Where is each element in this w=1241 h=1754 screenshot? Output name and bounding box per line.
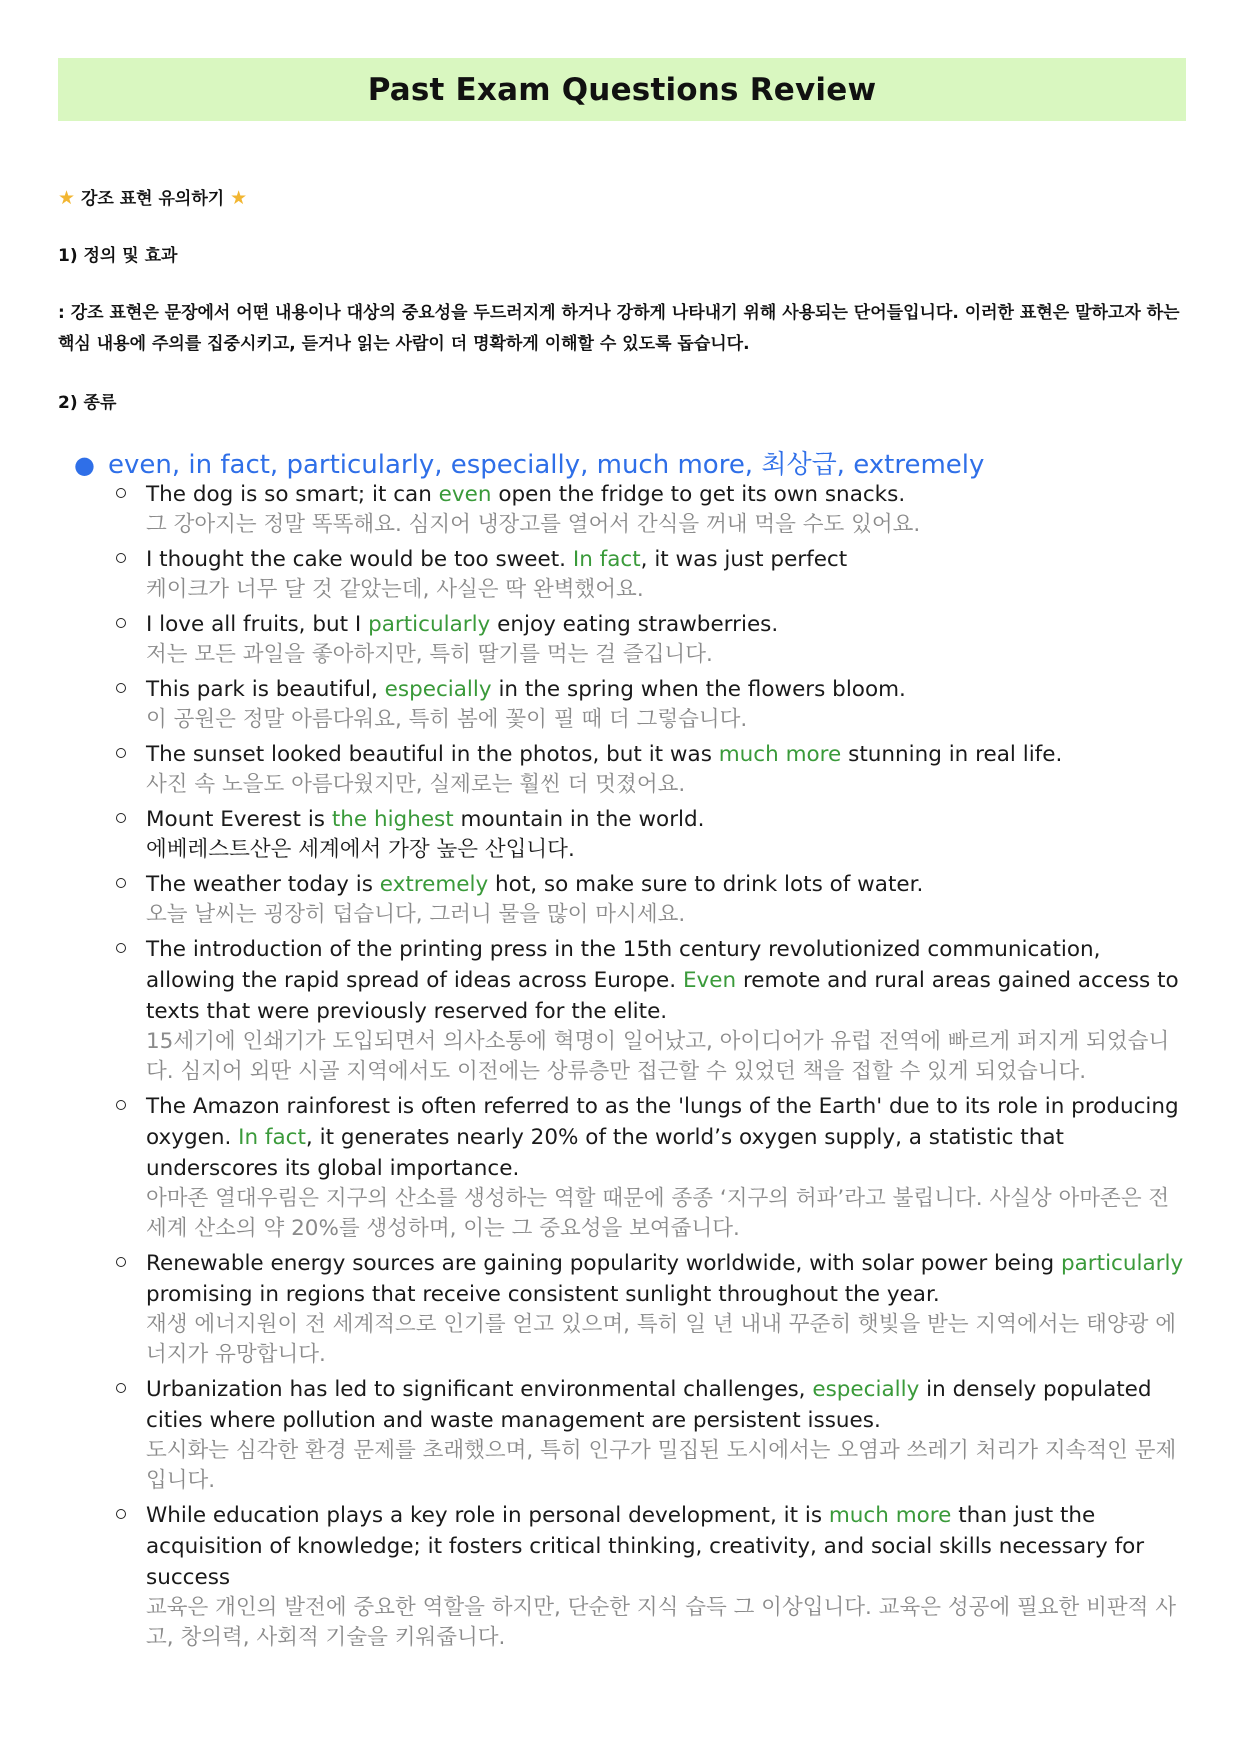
definition-text: : 강조 표현은 문장에서 어떤 내용이나 대상의 중요성을 두드러지게 하거나 강하게 나타내기 위해 사용되는 단어들입니다. 이러한 표현은 말하고자 하는 핵심 내용에 주의를 집중시키고, 듣거나 읽는 사람이 더 명확하게 이해할 수 있도록 돕습니다. xyxy=(58,303,1180,354)
korean-translation: 아마존 열대우림은 지구의 산소를 생성하는 역할 때문에 종종 ‘지구의 허파’라고 불립니다. 사실상 아마존은 전 세계 산소의 약 20%를 생성하며, 이는 그 중요성을 보여줍니다. xyxy=(146,1186,1170,1241)
highlighted-expression: much more xyxy=(718,742,842,767)
circle-bullet-icon xyxy=(116,618,126,628)
example-item xyxy=(112,739,1192,800)
highlighted-expression: particularly xyxy=(1060,1251,1184,1276)
example-sentence xyxy=(146,544,1192,575)
sentence-after: in the spring when the flowers bloom. xyxy=(491,677,906,702)
example-sentence xyxy=(146,869,1192,900)
korean-translation: 이 공원은 정말 아름다워요, 특히 봄에 꽃이 필 때 더 그렇습니다. xyxy=(146,707,748,732)
highlighted-expression: much more xyxy=(828,1503,952,1528)
circle-bullet-icon xyxy=(116,748,126,758)
highlighted-expression: especially xyxy=(384,677,492,702)
example-sentence xyxy=(146,609,1192,640)
highlighted-expression: extremely xyxy=(379,872,489,897)
korean-translation: 에베레스트산은 세계에서 가장 높은 산입니다. xyxy=(146,837,575,862)
keywords-bullet xyxy=(74,444,984,481)
sentence-after: stunning in real life. xyxy=(841,742,1063,767)
example-sentence xyxy=(146,1374,1192,1436)
example-item xyxy=(112,1374,1192,1496)
example-sentence xyxy=(146,479,1192,510)
sentence-after: enjoy eating strawberries. xyxy=(490,612,779,637)
sentence-before: The sunset looked beautiful in the photos, but it was xyxy=(146,742,719,767)
sentence-before: The Amazon rainforest is often referred to as the 'lungs of the Earth' due to its role in producing oxygen. xyxy=(146,1094,1179,1150)
circle-bullet-icon xyxy=(116,553,126,563)
page-title: Past Exam Questions Review xyxy=(367,71,877,108)
sentence-after: , it generates nearly 20% of the world’s oxygen supply, a statistic that underscores its global importance. xyxy=(146,1125,1064,1181)
korean-translation: 저는 모든 과일을 좋아하지만, 특히 딸기를 먹는 걸 즐깁니다. xyxy=(146,642,713,667)
highlighted-expression: In fact xyxy=(238,1125,306,1150)
sentence-before: Urbanization has led to significant environmental challenges, xyxy=(146,1377,813,1402)
example-item xyxy=(112,804,1192,865)
sentence-before: The dog is so smart; it can xyxy=(146,482,439,507)
circle-bullet-icon xyxy=(116,683,126,693)
sentence-after: remote and rural areas gained access to texts that were previously reserved for the elite. xyxy=(146,968,1179,1024)
example-item xyxy=(112,479,1192,540)
star-icon: ★ xyxy=(230,187,248,209)
sentence-before: While education plays a key role in personal development, it is xyxy=(146,1503,829,1528)
sentence-after: , it was just perfect xyxy=(640,547,848,572)
example-item xyxy=(112,1091,1192,1244)
korean-translation: 사진 속 노을도 아름다웠지만, 실제로는 훨씬 더 멋졌어요. xyxy=(146,772,686,797)
sentence-before: The weather today is xyxy=(146,872,380,897)
highlighted-expression: In fact xyxy=(572,547,641,572)
sentence-after: in densely populated cities where pollution and waste management are persistent issues. xyxy=(146,1377,1152,1433)
section-title xyxy=(58,184,247,209)
sentence-before: The introduction of the printing press in the 15th century revolutionized communication, allowing the rapid spread of ideas across Europe. xyxy=(146,937,1101,993)
definition-heading: 1) 정의 및 효과 xyxy=(58,246,178,266)
sentence-after: promising in regions that receive consistent sunlight throughout the year. xyxy=(146,1282,940,1307)
sentence-before: I love all fruits, but I xyxy=(146,612,369,637)
circle-bullet-icon xyxy=(116,1100,126,1110)
korean-translation: 도시화는 심각한 환경 문제를 초래했으며, 특히 인구가 밀집된 도시에서는 오염과 쓰레기 처리가 지속적인 문제입니다. xyxy=(146,1438,1177,1493)
highlighted-expression: particularly xyxy=(368,612,491,637)
circle-bullet-icon xyxy=(116,878,126,888)
star-icon: ★ xyxy=(58,187,76,209)
highlighted-expression: even xyxy=(438,482,492,507)
highlighted-expression: the highest xyxy=(331,807,454,832)
sentence-before: Renewable energy sources are gaining popularity worldwide, with solar power being xyxy=(146,1251,1061,1276)
example-item xyxy=(112,934,1192,1087)
sentence-before: I thought the cake would be too sweet. xyxy=(146,547,573,572)
example-item xyxy=(112,1248,1192,1370)
example-item xyxy=(112,674,1192,735)
sentence-after: open the fridge to get its own snacks. xyxy=(491,482,906,507)
circle-bullet-icon xyxy=(116,1509,126,1519)
circle-bullet-icon xyxy=(116,1257,126,1267)
example-item xyxy=(112,609,1192,670)
highlighted-expression: Even xyxy=(682,968,737,993)
example-item xyxy=(112,544,1192,605)
sentence-after: than just the acquisition of knowledge; it fosters critical thinking, creativity, and social skills necessary for success xyxy=(146,1503,1145,1590)
circle-bullet-icon xyxy=(116,1383,126,1393)
example-sentence xyxy=(146,1500,1192,1593)
korean-translation: 오늘 날씨는 굉장히 덥습니다, 그러니 물을 많이 마시세요. xyxy=(146,902,686,927)
example-sentence xyxy=(146,934,1192,1027)
example-item xyxy=(112,869,1192,930)
korean-translation: 케이크가 너무 달 것 같았는데, 사실은 딱 완벽했어요. xyxy=(146,577,644,602)
sentence-before: This park is beautiful, xyxy=(146,677,385,702)
korean-translation: 교육은 개인의 발전에 중요한 역할을 하지만, 단순한 지식 습득 그 이상입니다. 교육은 성공에 필요한 비판적 사고, 창의력, 사회적 기술을 키워줍니다. xyxy=(146,1595,1177,1650)
circle-bullet-icon xyxy=(116,813,126,823)
sentence-before: Mount Everest is xyxy=(146,807,332,832)
korean-translation: 15세기에 인쇄기가 도입되면서 의사소통에 혁명이 일어났고, 아이디어가 유럽 전역에 빠르게 퍼지게 되었습니다. 심지어 외딴 시골 지역에서도 이전에는 상류층만 접근할 수 있었던 책을 접할 수 있게 되었습니다. xyxy=(146,1029,1170,1084)
circle-bullet-icon xyxy=(116,488,126,498)
highlighted-expression: especially xyxy=(812,1377,920,1402)
sentence-after: mountain in the world. xyxy=(453,807,705,832)
section-title-text: 강조 표현 유의하기 xyxy=(80,189,225,209)
bullet-icon: ● xyxy=(74,451,95,479)
example-item xyxy=(112,1500,1192,1653)
title-banner xyxy=(58,58,1186,121)
example-sentence xyxy=(146,804,1192,835)
keywords-line: even, in fact, particularly, especially, much more, 최상급, extremely xyxy=(108,450,985,480)
circle-bullet-icon xyxy=(116,943,126,953)
korean-translation: 그 강아지는 정말 똑똑해요. 심지어 냉장고를 열어서 간식을 꺼내 먹을 수도 있어요. xyxy=(146,512,921,537)
example-sentence xyxy=(146,674,1192,705)
example-sentence xyxy=(146,739,1192,770)
example-list xyxy=(112,479,1192,1657)
sentence-after: hot, so make sure to drink lots of water. xyxy=(488,872,924,897)
korean-translation: 재생 에너지원이 전 세계적으로 인기를 얻고 있으며, 특히 일 년 내내 꾸준히 햇빛을 받는 지역에서는 태양광 에너지가 유망합니다. xyxy=(146,1312,1177,1367)
types-heading: 2) 종류 xyxy=(58,393,117,413)
example-sentence xyxy=(146,1248,1192,1310)
example-sentence xyxy=(146,1091,1192,1184)
